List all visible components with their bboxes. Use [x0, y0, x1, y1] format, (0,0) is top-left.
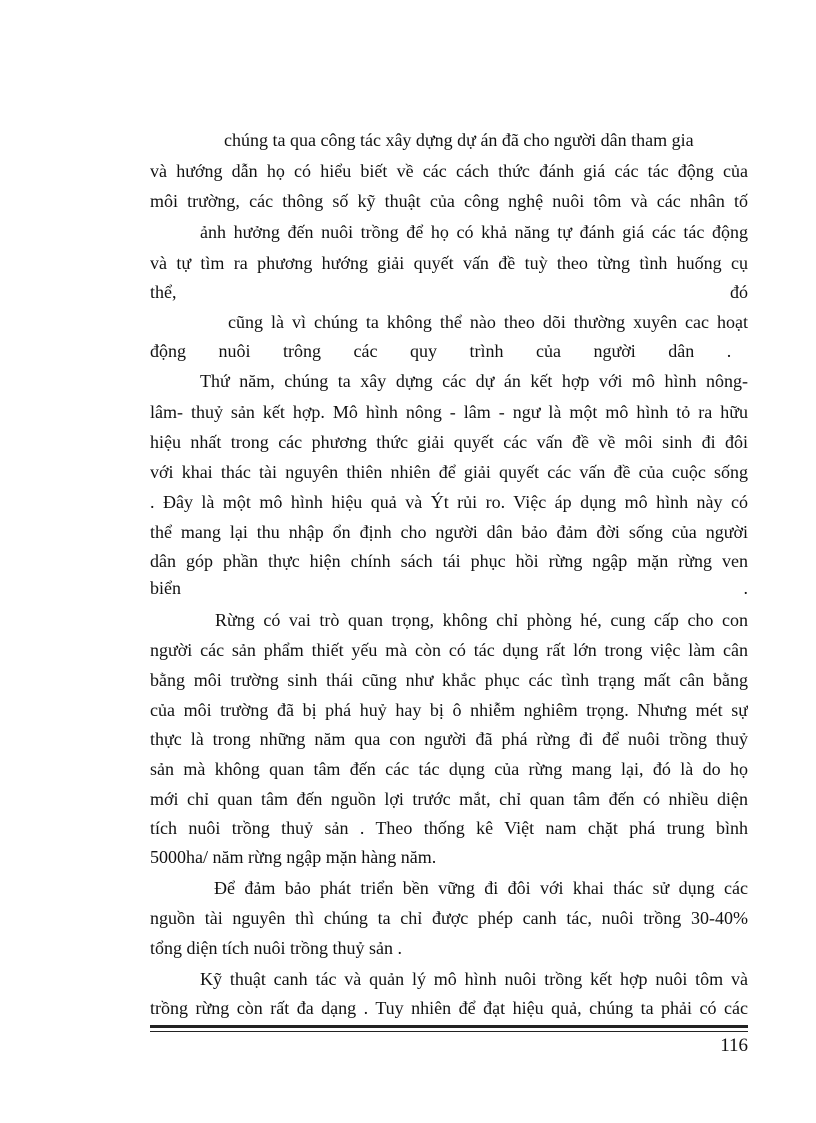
text-line: cũng là vì chúng ta không thể nào theo dõi thường xuyên cac hoạt [228, 312, 748, 332]
text-line: động nuôi trông các quy trình của người dân . [150, 341, 732, 361]
footer-rule-thin [150, 1031, 748, 1032]
text-line: tích nuôi trồng thuỷ sản . Theo thống kê Việt nam chặt phá trung bình [150, 818, 748, 838]
text-line: người các sản phẩm thiết yếu mà còn có tác dụng rất lớn trong việc làm cân [150, 640, 748, 660]
text-line: Thứ năm, chúng ta xây dựng các dự án kết hợp với mô hình nông- [200, 371, 748, 391]
text-line: của môi trường đã bị phá huỷ hay bị ô nhiễm nghiêm trọng. Nhưng mét sự [150, 700, 748, 720]
text-line: lâm- thuỷ sản kết hợp. Mô hình nông - lâm - ngư là một mô hình tỏ ra hữu [150, 402, 748, 422]
text-line: tổng diện tích nuôi trồng thuỷ sản . [150, 938, 402, 958]
text-line: . Đây là một mô hình hiệu quả và Ýt rủi ro. Việc áp dụng mô hình này có [150, 492, 748, 512]
text-line: và tự tìm ra phương hướng giải quyết vấn đề tuỳ theo từng tình huống cụ [150, 253, 748, 273]
text-line: Kỹ thuật canh tác và quản lý mô hình nuôi trồng kết hợp nuôi tôm và [200, 969, 748, 989]
text-line: đó [730, 282, 748, 302]
text-line: Để đảm bảo phát triển bền vững đi đôi với khai thác sử dụng các [214, 878, 748, 898]
text-line: dân góp phần thực hiện chính sách tái phục hồi rừng ngập mặn rừng ven [150, 551, 748, 571]
text-line: nguồn tài nguyên thì chúng ta chỉ được phép canh tác, nuôi trồng 30-40% [150, 908, 748, 928]
text-line: thể mang lại thu nhập ổn định cho người dân bảo đảm đời sống của người [150, 522, 748, 542]
text-line: chúng ta qua công tác xây dựng dự án đã cho người dân tham gia [224, 130, 694, 150]
text-line: sản mà không quan tâm đến các tác dụng của rừng mang lại, đó là do họ [150, 759, 748, 779]
text-line: thực là trong những năm qua con người đã phá rừng đi để nuôi trồng thuỷ [150, 729, 748, 749]
footer-rule-thick [150, 1025, 748, 1028]
text-line: . [743, 578, 748, 598]
text-line: Rừng có vai trò quan trọng, không chỉ phòng hé, cung cấp cho con [215, 610, 748, 630]
text-line: trồng rừng còn rất đa dạng . Tuy nhiên để đạt hiệu quả, chúng ta phải có các [150, 998, 748, 1018]
text-line: bằng môi trường sinh thái cũng như khắc phục các tình trạng mất cân bằng [150, 670, 748, 690]
text-line: 5000ha/ năm rừng ngập mặn hàng năm. [150, 847, 437, 867]
text-line: và hướng dẫn họ có hiểu biết về các cách thức đánh giá các tác động của [150, 161, 748, 181]
text-line: biển [150, 578, 181, 598]
text-line: ảnh hưởng đến nuôi trồng để họ có khả năng tự đánh giá các tác động [200, 222, 748, 242]
text-line: với khai thác tài nguyên thiên nhiên để giải quyết các vấn đề của cuộc sống [150, 462, 748, 482]
text-line: hiệu nhất trong các phương thức giải quyết các vấn đề về môi sinh đi đôi [150, 432, 748, 452]
text-line: mới chỉ quan tâm đến nguồn lợi trước mắt, chỉ quan tâm đến có nhiều diện [150, 789, 748, 809]
page-number: 116 [720, 1035, 748, 1056]
text-line: thể, [150, 282, 177, 302]
text-line: môi trường, các thông số kỹ thuật của công nghệ nuôi tôm và các nhân tố [150, 191, 748, 211]
